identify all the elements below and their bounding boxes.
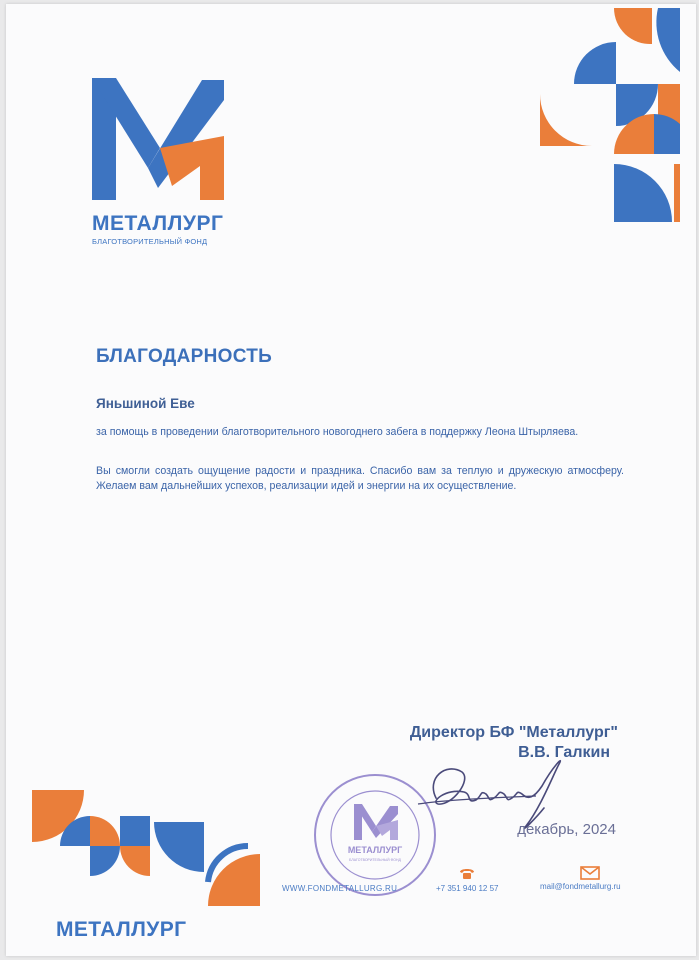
logo-name: МЕТАЛЛУРГ: [92, 212, 224, 235]
decorative-pattern-top-icon: [534, 4, 696, 226]
gratitude-paragraph-1: за помощь в проведении благотворительного новогоднего забега в поддержку Леона Штырляева.: [96, 426, 579, 438]
envelope-icon: [580, 866, 600, 880]
logo-subtitle: БЛАГОТВОРИТЕЛЬНЫЙ ФОНД: [92, 237, 208, 246]
signatory-title: Директор БФ "Металлург": [409, 724, 618, 741]
document-date: декабрь, 2024: [517, 821, 616, 838]
stamp-logo-icon: [354, 804, 398, 840]
phone-icon: [458, 866, 476, 880]
footer-brand-name: МЕТАЛЛУРГ: [56, 918, 187, 941]
signatory-name: В.В. Галкин: [518, 744, 610, 761]
email-link[interactable]: mail@fondmetallurg.ru: [540, 882, 621, 891]
stamp-name: МЕТАЛЛУРГ: [347, 845, 403, 855]
gratitude-paragraph-2: Вы смогли создать ощущение радости и праздника. Спасибо вам за теплую и дружескую атмосферу. Желаем вам дальнейших успехов, реализации идей и энергии на их осуществление.: [96, 465, 624, 492]
phone-number[interactable]: +7 351 940 12 57: [436, 884, 499, 893]
stamp-subtitle: БЛАГОТВОРИТЕЛЬНЫЙ ФОНД: [349, 858, 401, 862]
recipient-name: Яньшиной Еве: [96, 396, 195, 411]
decorative-pattern-bottom-icon: [24, 782, 264, 912]
metallurg-logo-icon: [90, 76, 226, 206]
website-link[interactable]: WWW.FONDMETALLURG.RU: [282, 884, 398, 893]
document-title: БЛАГОДАРНОСТЬ: [96, 346, 273, 367]
certificate-page: [6, 4, 696, 956]
